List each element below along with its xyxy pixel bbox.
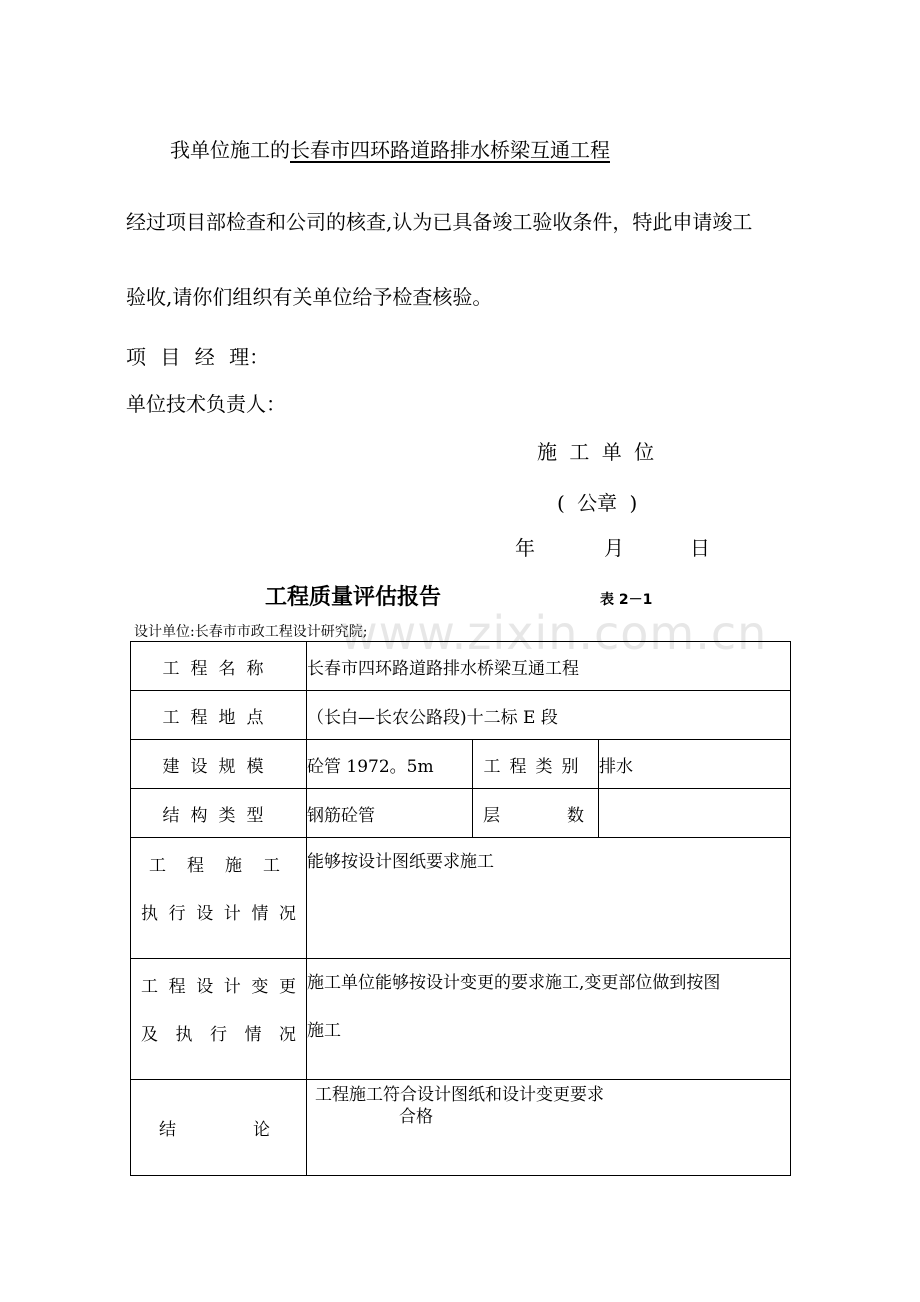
date-year: 年 [515, 536, 535, 560]
conclusion-value [307, 1080, 791, 1176]
conclusion-label-b: 论 [253, 1120, 270, 1140]
change-value-line-2: 施工 [307, 1021, 341, 1041]
execution-value: 能够按设计图纸要求施工 [307, 838, 791, 959]
letter-prefix: 我单位施工的 [170, 138, 290, 162]
date-month: 月 [604, 536, 624, 560]
conclusion-value-line-1: 工程施工符合设计图纸和设计变更要求 [315, 1085, 604, 1105]
manager-label: 项 目 经 理： [126, 345, 270, 369]
tech-lead-label: 单位技术负责人： [126, 392, 286, 416]
execution-label [131, 838, 307, 959]
table-row [131, 1080, 791, 1176]
conclusion-label [131, 1080, 307, 1176]
table-row [131, 959, 791, 1080]
design-unit: 设计单位:长春市市政工程设计研究院; [134, 624, 368, 640]
unit-label: 施 工 单 位 [537, 440, 655, 464]
conclusion-value-line-2: 合格 [399, 1107, 433, 1127]
change-label-line-1: 工 程 设 计 变 更 [141, 977, 296, 997]
table-row [131, 740, 791, 789]
change-label [131, 959, 307, 1080]
scale-label: 建设规模 [131, 740, 307, 789]
project-name-underlined: 长春市四环路道路排水桥梁互通工程 [290, 138, 610, 162]
watermark: www.zixin.com.cn [340, 606, 768, 660]
location-label: 工程地点 [131, 691, 307, 740]
letter-line-3: 验收,请你们组织有关单位给予检查核验。 [126, 285, 493, 309]
conclusion-label-a: 结 [159, 1120, 176, 1140]
structure-label: 结构类型 [131, 789, 307, 838]
location-value: （长白—长农公路段)十二标 E 段 [307, 691, 791, 740]
execution-label-line-2: 执 行 设 计 情 况 [141, 904, 296, 924]
seal-label: ( 公章 ) [557, 491, 638, 515]
table-row [131, 691, 791, 740]
scale-value: 砼管 1972。5m [307, 740, 473, 789]
category-value: 排水 [599, 740, 791, 789]
table-row [131, 642, 791, 691]
letter-line-1 [170, 134, 610, 163]
change-value-line-1: 施工单位能够按设计变更的要求施工,变更部位做到按图 [307, 973, 721, 993]
floors-label-a: 层 [483, 805, 500, 826]
category-label: 工程类别 [473, 740, 599, 789]
table-row [131, 789, 791, 838]
project-name-label: 工程名称 [131, 642, 307, 691]
execution-label-line-1: 工 程 施 工 [149, 856, 280, 876]
floors-value [599, 789, 791, 838]
structure-value: 钢筋砼管 [307, 789, 473, 838]
change-value [307, 959, 791, 1080]
quality-report-table [130, 641, 791, 1176]
project-name-value: 长春市四环路道路排水桥梁互通工程 [307, 642, 791, 691]
floors-label-b: 数 [567, 805, 584, 826]
table-row [131, 838, 791, 959]
letter-line-2: 经过项目部检查和公司的核查,认为已具备竣工验收条件，特此申请竣工 [126, 210, 753, 234]
report-title: 工程质量评估报告 [265, 585, 442, 610]
table-number: 表 2－1 [600, 592, 653, 608]
floors-label [473, 789, 599, 838]
change-label-line-2: 及 执 行 情 况 [141, 1025, 296, 1045]
date-day: 日 [690, 536, 710, 560]
